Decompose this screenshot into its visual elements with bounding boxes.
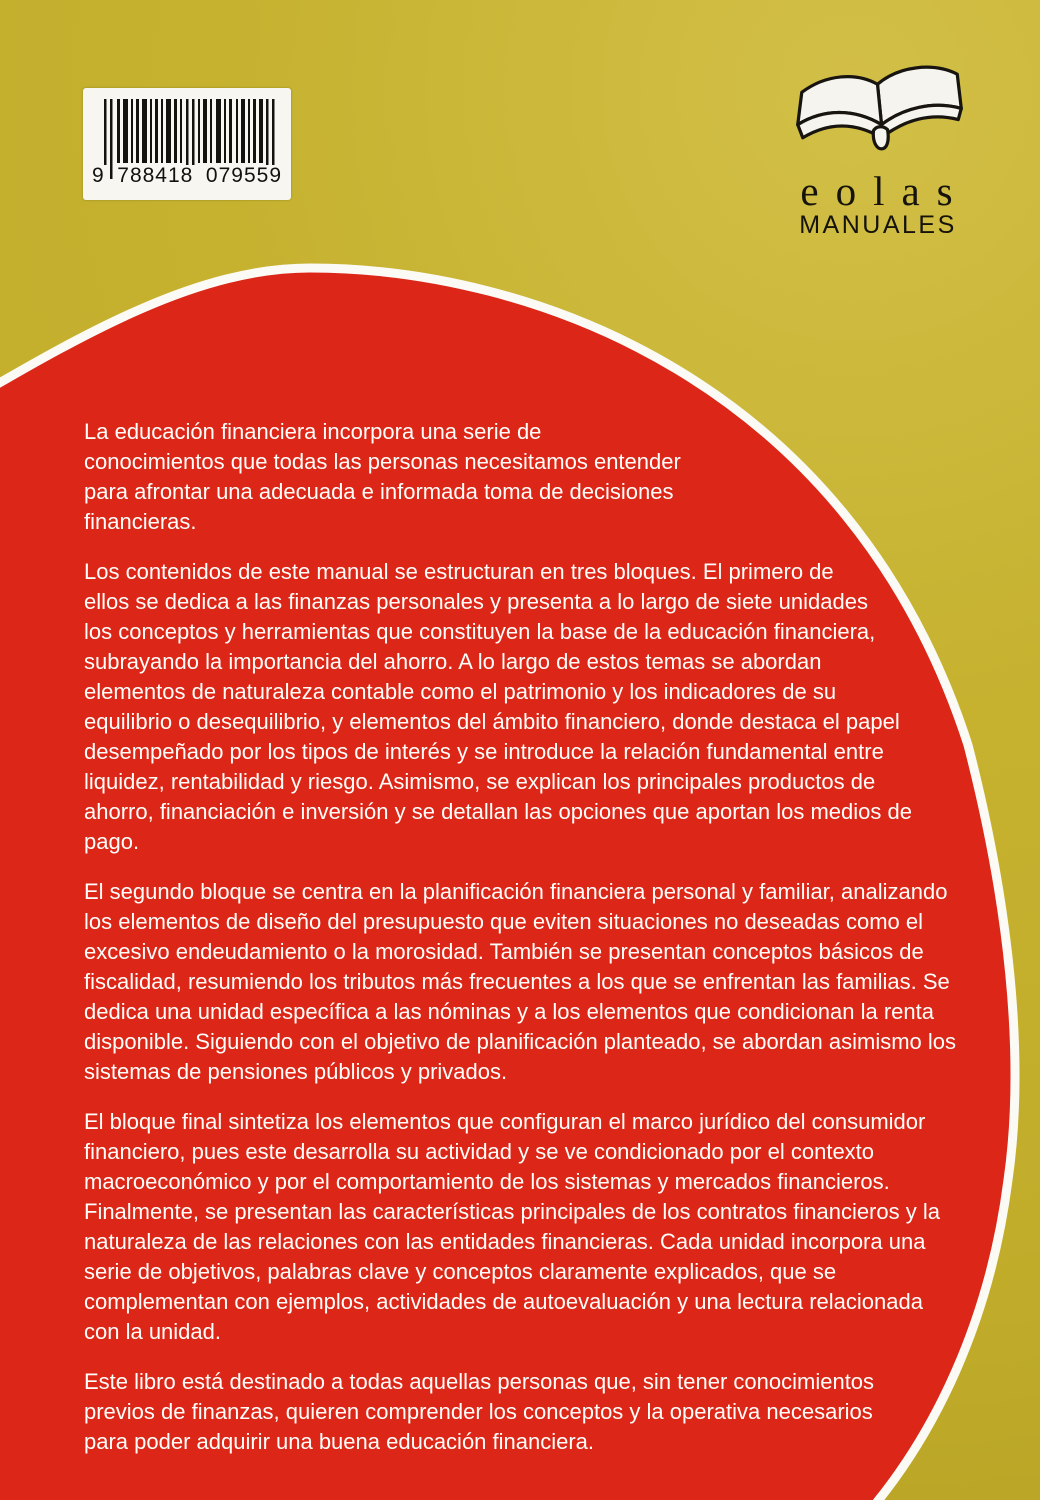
publisher-collection: MANUALES [799,211,957,239]
barcode-group-2: 079559 [205,164,282,187]
blurb-paragraph: Este libro está destinado a todas aquellas personas que, sin tener conocimientos previos de finanzas, quieren comprender los conceptos y la operativa necesarios para poder adquirir una buena educación financiera. [84,1369,875,1454]
barcode [83,88,291,200]
barcode-system-digit: 9 [92,164,105,187]
open-book-icon [789,58,967,164]
barcode-group-1: 788418 [117,164,194,187]
blurb-paragraph: El segundo bloque se centra en la planificación financiera personal y familiar, analizando los elementos de diseño del presupuesto que eviten situaciones no deseadas como el excesivo endeudamiento o la morosidad. También se presentan conceptos básicos de fiscalidad, resumiendo los tributos más frecuentes a los que se enfrentan las familias. Se dedica una unidad específica a las nóminas y a los elementos que condicionan la renta disponible. Siguiendo con el objetivo de planificación planteado, se abordan asimismo los sistemas de pensiones públicos y privados. [84,879,957,1084]
blurb-paragraph: La educación financiera incorpora una serie de conocimientos que todas las personas necesitamos entender para afrontar una adecuada e informada toma de decisiones financieras. [84,419,681,534]
blurb-paragraph: Los contenidos de este manual se estructuran en tres bloques. El primero de ellos se dedica a las finanzas personales y presenta a lo largo de siete unidades los conceptos y herramientas que constituyen la base de la educación financiera, subrayando la importancia del ahorro. A lo largo de estos temas se abordan elementos de naturaleza contable como el patrimonio y los indicadores de su equilibrio o desequilibrio, y elementos del ámbito financiero, donde destaca el papel desempeñado por los tipos de interés y se introduce la relación fundamental entre liquidez, rentabilidad y riesgo. Asimismo, se explican los principales productos de ahorro, financiación e inversión y se detallan las opciones que aportan los medios de pago. [84,559,912,854]
barcode-digits [90,165,284,187]
blurb-paragraph: El bloque final sintetiza los elementos que configuran el marco jurídico del consumidor financiero, pues este desarrolla su actividad y se ve condicionado por el contexto macroeconómico y por el comportamiento de los sistemas y mercados financieros. Finalmente, se presentan las características principales de los contratos financieros y la naturaleza de las relaciones con las entidades financieras. Cada unidad incorpora una serie de objetivos, palabras clave y conceptos claramente explicados, que se complementan con ejemplos, actividades de autoevaluación y una lectura relacionada con la unidad. [84,1109,940,1344]
publisher-logo [780,58,976,238]
back-cover-text [84,417,1040,1500]
publisher-name: eolas [800,168,970,214]
